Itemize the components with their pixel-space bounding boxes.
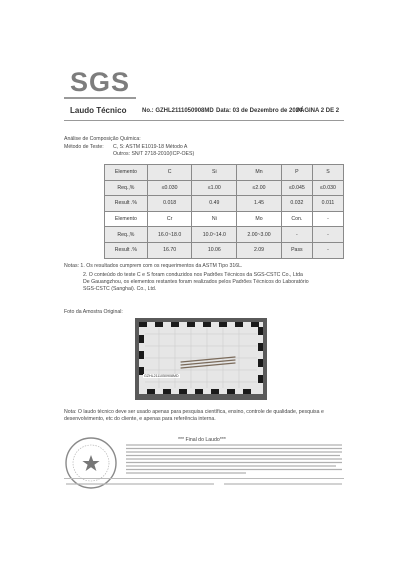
table-cell: - bbox=[281, 227, 312, 243]
report-title: Laudo Técnico bbox=[70, 106, 127, 115]
table-cell: ≤1.00 bbox=[192, 180, 237, 196]
table-cell: - bbox=[312, 242, 343, 258]
table-cell: 10.0~14.0 bbox=[192, 227, 237, 243]
logo-underline bbox=[64, 97, 136, 99]
table-cell: 0.49 bbox=[192, 196, 237, 212]
table-cell: Req.,% bbox=[105, 227, 148, 243]
table-cell: Elemento bbox=[105, 211, 148, 227]
footer-divider bbox=[64, 478, 344, 479]
table-cell: Cr bbox=[147, 211, 192, 227]
table-row bbox=[105, 180, 344, 196]
end-of-report: *** Final do Laudo*** bbox=[178, 437, 226, 443]
table-cell: Si bbox=[192, 165, 237, 181]
sample-label: GZHL2111050908MD bbox=[144, 374, 179, 378]
note-1: Notas: 1. Os resultados cumprem com os requerimentos da ASTM Tipo 316L. bbox=[64, 263, 243, 269]
table-row bbox=[105, 196, 344, 212]
note-2-line-2: De Gauangzhou, os elementos restantes foram realizados pelos Padrões Técnicos do Laboratório bbox=[83, 279, 309, 285]
method-label: Método de Teste: bbox=[64, 144, 104, 150]
note-2-line-3: SGS-CSTC (Sanghai). Co., Ltd. bbox=[83, 286, 157, 292]
table-cell: 16.70 bbox=[147, 242, 192, 258]
table-cell: Mo bbox=[237, 211, 282, 227]
legal-fine-print bbox=[126, 443, 344, 483]
disclaimer-line-1: Nota: O laudo técnico deve ser usado apenas para pesquisa científica, ensino, controle de qualidade, pesquisa e bbox=[64, 409, 324, 415]
table-cell: Req.,% bbox=[105, 180, 148, 196]
table-cell: 0.032 bbox=[281, 196, 312, 212]
table-cell: 2.00~3.00 bbox=[237, 227, 282, 243]
table-cell: 0.011 bbox=[312, 196, 343, 212]
disclaimer-line-2: desenvolvimento, etc do cliente, e apenas para referência interna. bbox=[64, 416, 216, 422]
report-number: No.: GZHL2111050908MD bbox=[142, 108, 214, 114]
table-cell: Result .% bbox=[105, 242, 148, 258]
method-line-1: C, S: ASTM E1019-18 Método A bbox=[113, 144, 188, 150]
method-line-2: Outros: SN/T 2718-2010(ICP-OES) bbox=[113, 151, 195, 157]
table-cell: ≤0.030 bbox=[312, 180, 343, 196]
table-cell: Ni bbox=[192, 211, 237, 227]
logo-text: SGS bbox=[69, 67, 131, 97]
note-2-line-1: 2. O conteúdo do teste C e S foram conduzidos nos Padrões Técnicos da SGS-CSTC Co., Ltda bbox=[83, 272, 303, 278]
table-cell: Elemento bbox=[105, 165, 148, 181]
table-cell: Con. bbox=[281, 211, 312, 227]
table-cell: C bbox=[147, 165, 192, 181]
table-cell: 0.018 bbox=[147, 196, 192, 212]
photo-caption: Foto da Amostra Original: bbox=[64, 309, 123, 315]
table-cell: S bbox=[312, 165, 343, 181]
header-divider bbox=[64, 120, 344, 121]
sgs-logo bbox=[64, 66, 136, 98]
page-number: PÁGINA 2 DE 2 bbox=[296, 108, 340, 114]
table-cell: Result .% bbox=[105, 196, 148, 212]
footer-address bbox=[64, 481, 344, 487]
table-cell: 16.0~18.0 bbox=[147, 227, 192, 243]
table-row bbox=[105, 165, 344, 181]
sample-photo bbox=[135, 318, 267, 400]
table-cell: - bbox=[312, 227, 343, 243]
table-row bbox=[105, 242, 344, 258]
table-cell: ≤0.030 bbox=[147, 180, 192, 196]
sample-photo-image bbox=[135, 318, 267, 400]
table-cell: 10.06 bbox=[192, 242, 237, 258]
table-cell: 1.45 bbox=[237, 196, 282, 212]
table-cell: ≤2.00 bbox=[237, 180, 282, 196]
report-date: Data: 03 de Dezembro de 2024 bbox=[216, 108, 303, 114]
table-cell: P bbox=[281, 165, 312, 181]
table-cell: ≤0.045 bbox=[281, 180, 312, 196]
table-row bbox=[105, 211, 344, 227]
table-row bbox=[105, 227, 344, 243]
table-cell: Mn bbox=[237, 165, 282, 181]
composition-table bbox=[104, 164, 344, 259]
table-cell: - bbox=[312, 211, 343, 227]
table-cell: Pass bbox=[281, 242, 312, 258]
table-cell: 2.09 bbox=[237, 242, 282, 258]
analysis-heading: Análise de Composição Química: bbox=[64, 136, 141, 142]
